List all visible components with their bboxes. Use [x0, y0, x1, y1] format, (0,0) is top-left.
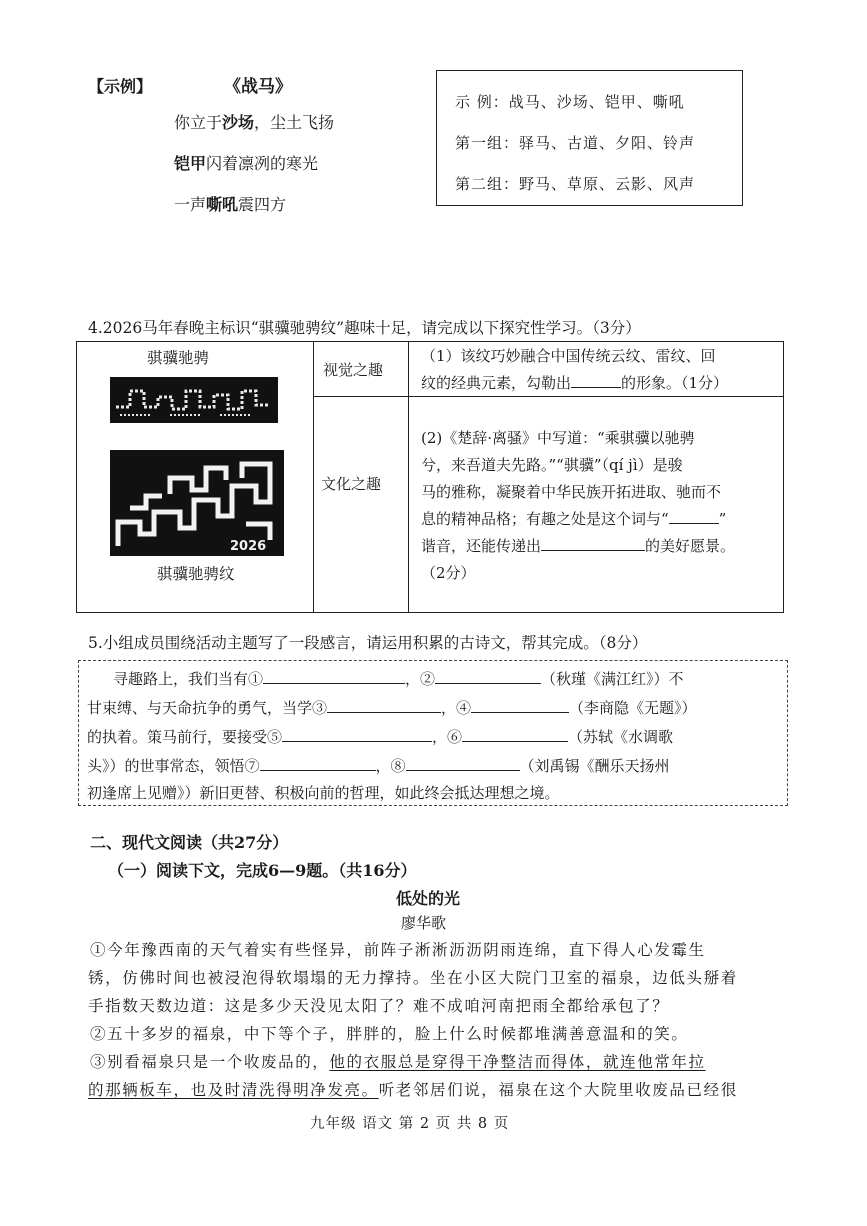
- para-1-line-3: 手指数天数边道：这是多少天没见太阳了？难不成咱河南把雨全都给承包了？: [88, 997, 670, 1015]
- q4-2-line-4: [421, 505, 726, 533]
- q5-line-4c: （刘禹锡《酬乐天扬州: [519, 757, 670, 775]
- q4-2-line-1: (2)《楚辞·离骚》中写道：“乘骐骥以驰骋: [421, 429, 695, 447]
- q5-blank-4[interactable]: [471, 698, 569, 713]
- para-1-line-2: 锈，仿佛时间也被浸泡得软塌塌的无力撑持。坐在小区大院门卫室的福泉，边低头掰着: [88, 969, 738, 987]
- q5-line-1c: （秋瑾《满江红》）不: [541, 670, 684, 688]
- q5-blank-8[interactable]: [406, 756, 520, 771]
- q4-2-line-6: （2分）: [421, 564, 476, 582]
- pattern-number: [230, 539, 266, 554]
- question-5-passage-box: [78, 660, 788, 806]
- example-title: 《战马》: [224, 77, 292, 97]
- word-group-row-1: 第一组：驿马、古道、夕阳、铃声: [455, 134, 696, 152]
- q4-1-line-1: （1）该纹巧妙融合中国传统云纹、雷纹、回: [421, 347, 716, 365]
- q5-line-1a: 寻趣路上，我们当有①: [113, 670, 264, 688]
- word-group-box: [436, 70, 743, 206]
- q5-line-3c: （苏轼《水调歌: [568, 728, 674, 746]
- q4-2-line-5: [421, 532, 735, 560]
- word-group-row-example: 示 例：战马、沙场、铠甲、嘶吼: [455, 93, 685, 111]
- q5-line-2: [87, 694, 779, 723]
- q4-2-wish-blank[interactable]: [541, 536, 645, 551]
- example-keyword-3: 嘶吼: [206, 195, 239, 214]
- para-3-line-1: [90, 1050, 706, 1072]
- q5-line-2a: 甘束缚、与天命抗争的勇气，当学③: [87, 699, 328, 717]
- q5-line-3b: ，⑥: [432, 728, 463, 746]
- q5-line-4: [87, 752, 779, 781]
- example-keyword-1: 沙场: [222, 113, 255, 132]
- example-tag: 【示例】: [88, 77, 153, 96]
- qiji-pattern-small-image: [110, 377, 278, 423]
- example-keyword-2: 铠甲: [174, 154, 207, 173]
- q4-2-line-4b: ”: [718, 510, 727, 528]
- page-footer: 九年级 语文 第 2 页 共 8 页: [310, 1116, 510, 1132]
- q4-1-line-2b: 的形象。（1分）: [621, 374, 729, 392]
- para-1-line-1: ①今年豫西南的天气着实有些怪异，前阵子淅淅沥沥阴雨连绵，直下得人心发霉生: [90, 941, 706, 959]
- example-line-1: [174, 110, 334, 133]
- q4-2-line-3: 马的雅称，凝聚着中华民族开拓进取、驰而不: [421, 483, 722, 501]
- section-2-heading: 二、现代文阅读（共27分）: [90, 833, 289, 852]
- q5-line-4a: 头》）的世事常态，领悟⑦: [87, 757, 260, 775]
- question-5-stem: 5.小组成员围绕活动主题写了一段感言，请运用积累的古诗文，帮其完成。（8分）: [88, 634, 648, 652]
- q5-line-3a: 的执着。策马前行，要接受⑤: [87, 728, 283, 746]
- q4-2-homophone-blank[interactable]: [669, 509, 719, 524]
- q5-blank-3[interactable]: [327, 698, 441, 713]
- row-head-visual: 视觉之趣: [323, 361, 384, 379]
- article-title: 低处的光: [396, 889, 461, 908]
- q5-blank-1[interactable]: [263, 669, 405, 684]
- question-4-table: [76, 341, 784, 613]
- q5-line-3: [87, 723, 779, 752]
- example-line-3a: 一声: [174, 195, 207, 214]
- q4-2-line-5b: 的美好愿景。: [645, 537, 736, 555]
- q4-2-line-5a: 谐音，还能传递出: [421, 537, 542, 555]
- question-4-stem: 4.2026马年春晚主标识“骐骥驰骋纹”趣味十足，请完成以下探究性学习。（3分）: [88, 319, 641, 337]
- pattern-label-top: 骐骥驰骋: [147, 349, 210, 367]
- q5-blank-2[interactable]: [435, 669, 541, 684]
- para-3-line-2b: 听老邻居们说，福泉在这个大院里收废品已经很: [378, 1081, 738, 1099]
- word-group-row-2: 第二组：野马、草原、云影、风声: [455, 175, 696, 193]
- q5-line-4b: ，⑧: [375, 757, 406, 775]
- q5-line-2c: （李商隐《无题》）: [569, 699, 697, 717]
- example-line-3: [174, 192, 286, 215]
- q4-2-line-2: 兮，来吾道夫先路。”“骐骥”（qí jì）是骏: [421, 456, 683, 474]
- para-3-underlined-2: 的那辆板车，也及时清洗得明净发亮。: [88, 1081, 379, 1099]
- example-line-1a: 你立于: [174, 113, 223, 132]
- q4-1-line-2: [421, 369, 728, 397]
- para-3-line-2: [88, 1078, 738, 1100]
- example-line-2: [174, 151, 318, 174]
- q4-1-answer-blank[interactable]: [571, 373, 621, 388]
- svg-text:2026: 2026: [230, 539, 267, 554]
- qiji-pattern-large-image: [110, 450, 284, 556]
- subsection-1-heading: （一）阅读下文，完成6—9题。（共16分）: [108, 861, 417, 880]
- q5-line-1b: ，②: [405, 670, 436, 688]
- para-3-underlined-1: 他的衣服总是穿得干净整洁而得体，就连他常年拉: [329, 1053, 706, 1071]
- example-line-2b: 闪着凛冽的寒光: [206, 154, 319, 173]
- example-line-3c: 震四方: [238, 195, 287, 214]
- q4-1-line-2a: 纹的经典元素，勾勒出: [421, 374, 572, 392]
- q5-line-5: 初逢席上见赠》）新旧更替、积极向前的哲理，如此终会抵达理想之境。: [87, 784, 560, 802]
- q5-line-2b: ，④: [441, 699, 472, 717]
- para-2: ②五十多岁的福泉，中下等个子，胖胖的，脸上什么时候都堆满善意温和的笑。: [90, 1025, 689, 1043]
- row-head-culture: 文化之趣: [321, 475, 382, 493]
- q5-blank-5[interactable]: [282, 727, 432, 742]
- q4-2-line-4a: 息的精神品格；有趣之处是这个词与“: [421, 510, 669, 528]
- pattern-label-bottom: 骐骥驰骋纹: [157, 565, 235, 583]
- example-line-1c: ，尘土飞扬: [254, 113, 335, 132]
- q5-blank-6[interactable]: [462, 727, 568, 742]
- article-author: 廖华歌: [401, 914, 447, 932]
- q5-blank-7[interactable]: [260, 756, 376, 771]
- q5-line-1: [87, 665, 779, 694]
- para-3-line-1a: ③别看福泉只是一个收废品的，: [90, 1053, 330, 1071]
